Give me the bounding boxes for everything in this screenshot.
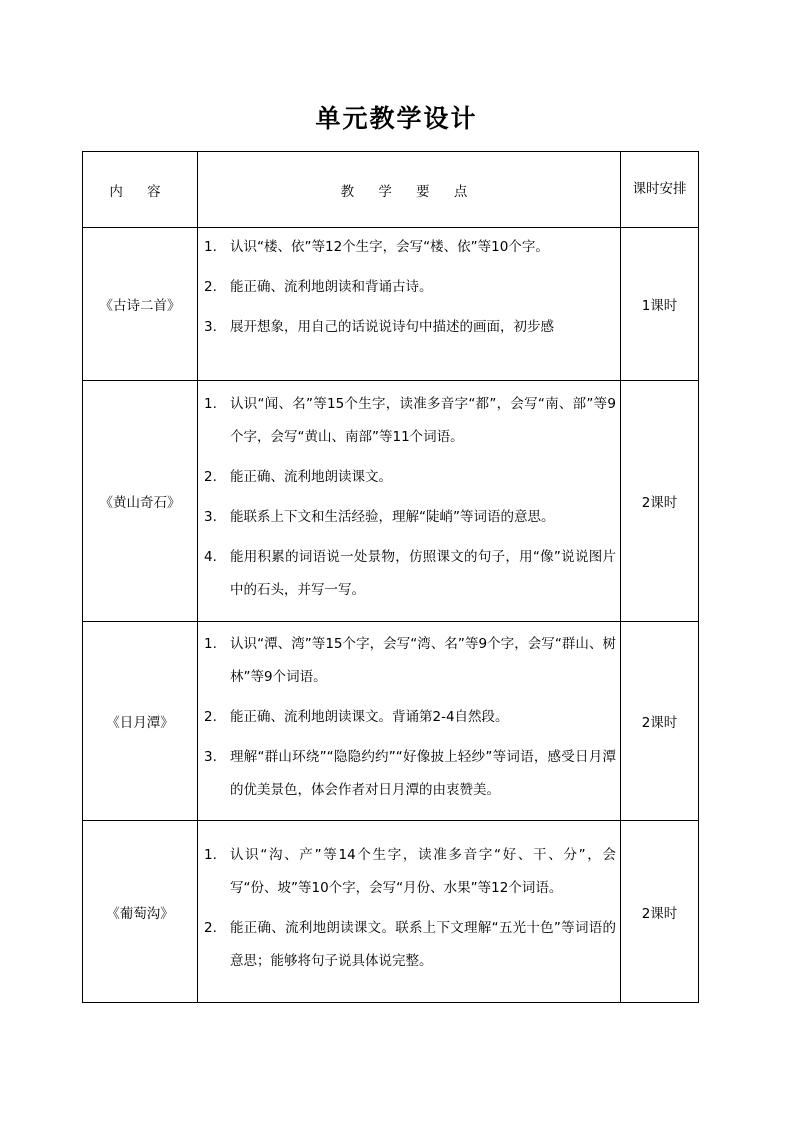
class-hours: 2课时: [621, 622, 699, 821]
table-header-row: [83, 152, 699, 228]
point-item: 3. 能联系上下文和生活经验，理解“陡峭”等词语的意思。: [204, 509, 555, 525]
table-row: [83, 622, 699, 821]
point-item: 2. 能正确、流利地朗读和背诵古诗。: [204, 278, 433, 295]
lesson-name: 《古诗二首》: [83, 228, 198, 381]
header-class-hours: 课时安排: [621, 152, 699, 228]
header-teaching-points: 教 学 要 点: [198, 152, 621, 228]
point-item: 1. 认识“闻、名”等15个生字，读准多音字“都”，会写“南、部”等9个字，会写“黄山、南部”等11个词语。: [204, 396, 616, 445]
point-item: 1. 认识“潭、湾”等15个字，会写“湾、名”等9个字，会写“群山、树林”等9个词语。: [204, 636, 616, 685]
header-content: 内 容: [83, 152, 198, 228]
lesson-name: 《黄山奇石》: [83, 381, 198, 622]
page-title: 单元教学设计: [315, 104, 478, 133]
table-row: [83, 821, 699, 1003]
class-hours: 1课时: [621, 228, 699, 381]
teaching-points: [198, 622, 621, 821]
teaching-points: [198, 228, 621, 381]
table-row: [83, 228, 699, 381]
point-item: 2. 能正确、流利地朗读课文。联系上下文理解“五光十色”等词语的意思；能够将句子说具体说完整。: [204, 919, 616, 969]
point-item: 3. 展开想象，用自己的话说说诗句中描述的画面，初步感: [204, 318, 554, 335]
point-item: 1. 认识“沟、产”等14个生字，读准多音字“好、干、分”，会写“份、坡”等10个字，会写“月份、水果”等12个词语。: [204, 846, 616, 896]
class-hours: 2课时: [621, 821, 699, 1003]
point-item: 4. 能用积累的词语说一处景物，仿照课文的句子，用“像”说说图片中的石头，并写一写。: [204, 549, 616, 598]
point-item: 1. 认识“楼、依”等12个生字，会写“楼、依”等10个字。: [204, 238, 549, 255]
teaching-points: [198, 381, 621, 622]
point-item: 2. 能正确、流利地朗读课文。: [204, 469, 392, 485]
table-row: [83, 381, 699, 622]
point-item: 3. 理解“群山环绕”“隐隐约约”“好像披上轻纱”等词语，感受日月潭的优美景色，体会作者对日月潭的由衷赞美。: [204, 749, 616, 798]
point-item: 2. 能正确、流利地朗读课文。背诵第2-4自然段。: [204, 709, 509, 725]
lesson-name: 《葡萄沟》: [83, 821, 198, 1003]
teaching-points: [198, 821, 621, 1003]
teaching-plan-table: [82, 151, 699, 1003]
class-hours: 2课时: [621, 381, 699, 622]
lesson-name: 《日月潭》: [83, 622, 198, 821]
